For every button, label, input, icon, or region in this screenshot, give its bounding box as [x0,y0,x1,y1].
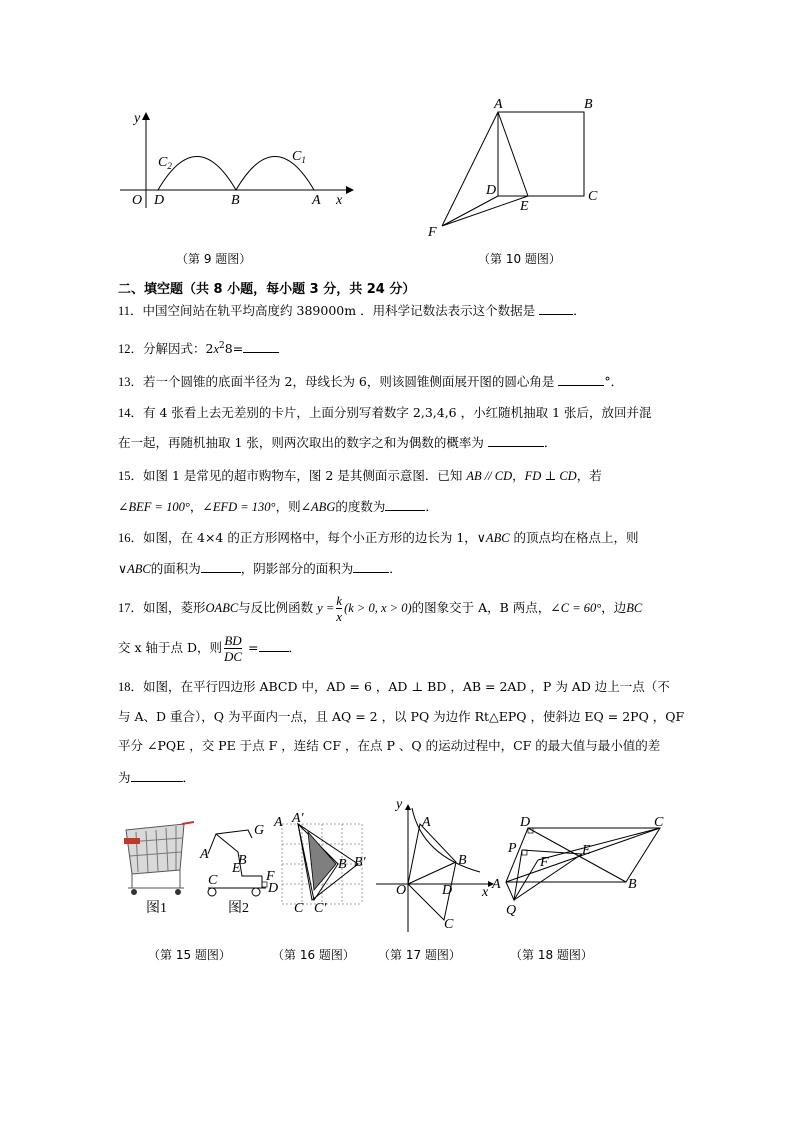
figure-15-caption: （第 15 题图） [148,948,231,962]
figure-16 [268,812,378,922]
question-18-line2: 与 A、D 重合），Q 为平面内一点，且 AQ = 2 ，以 PQ 为边作 Rt△EPQ ，使斜边 EQ = 2PQ ，QF [118,709,685,724]
question-14: 14．有 4 张看上去无差别的卡片，上面分别写着数字 2,3,4,6 ，小红随机抽取 1 张后，放回并混 [118,405,652,420]
section-title: 二、填空题（共 8 小题，每小题 3 分，共 24 分） [118,282,416,297]
fraction-bd-over-dc: $\frac{BD}{DC}$ [224,633,243,664]
answer-blank[interactable] [385,498,425,511]
y-axis-label: y [134,111,141,126]
figure-10-caption: （第 10 题图） [478,252,561,266]
point-a-label: A [312,193,321,208]
question-12: 12．分解因式：$2x^28=$ [118,337,678,358]
figure-18-caption: （第 18 题图） [510,948,593,962]
point-e-label: E [582,843,591,858]
point-c-label: C [654,815,664,830]
origin-label: O [132,193,143,208]
point-f-label: F [266,869,275,884]
question-13: 13．若一个圆锥的底面半径为 2，母线长为 6，则该圆锥侧面展开图的圆心角是 °． [118,374,624,389]
point-d-label: D [520,815,531,830]
point-a-label: A [200,847,209,862]
answer-blank[interactable] [353,560,389,573]
point-c-label: C [444,917,454,932]
question-14-line2: 在一起，再随机抽取 1 张，则两次取出的数字之和为偶数的概率为 ． [118,435,557,450]
point-e-label: E [520,199,529,214]
point-c-label: C [208,873,218,888]
figure-17-caption: （第 17 题图） [378,948,461,962]
point-b-label: B [458,853,467,868]
figure-10-diagram [420,96,620,246]
fraction-k-over-x: $\frac{k}{x}$ [336,593,343,624]
point-d-label: D [442,883,453,898]
point-p-label: P [508,841,517,856]
figure-2-label: 图2 [228,901,249,916]
figure-15-diagram [116,812,282,922]
question-16: 16．如图，在 4×4 的正方形网格中，每个小正方形的边长为 1，∨ABC 的顶点均在格点上，则 [118,530,639,545]
point-f-label: F [540,855,549,870]
cart-side-schematic [199,823,278,896]
question-15: 15．如图 1 是常见的超市购物车，图 2 是其侧面示意图．已知 AB // CD，FD ⊥ CD，若 [118,468,602,483]
point-b-label: B [231,193,240,208]
shopping-cart-image [124,822,194,895]
question-18: 18．如图，在平行四边形 ABCD 中，AD = 6 ，AD ⊥ BD ，AB = 2AD ，P 为 AD 边上一点（不 [118,679,670,694]
figure-17 [370,797,500,936]
figure-16-diagram [268,812,378,922]
answer-blank[interactable] [558,373,604,386]
point-d-label: D [154,193,165,208]
question-18-line3: 平分 ∠PQE ，交 PE 于点 F ，连结 CF ，在点 P 、Q 的运动过程中，CF 的最大值与最小值的差 [118,738,661,753]
y-axis-label: y [396,797,403,812]
point-b-label: B [628,877,637,892]
point-b-prime-label: B′ [354,855,366,870]
point-c-label: C [588,189,598,204]
point-e-label: E [232,861,241,876]
figure-18 [486,810,676,922]
answer-blank[interactable] [131,769,183,782]
point-g-label: G [254,823,265,838]
point-a-label: A [274,815,283,830]
point-d-label: D [268,881,279,896]
question-17-line2: 交 x 轴于点 D，则 $\frac{BD}{DC}$ = ． [118,633,302,664]
question-16-line2: ∨ABC的面积为 ，阴影部分的面积为 ． [118,561,402,576]
figure-17-diagram [370,797,500,936]
answer-blank[interactable] [488,434,544,447]
question-17: 17．如图，菱形OABC与反比例函数 y = $\frac{k}{x}$ (k > 0, x > 0)的图象交于 A，B 两点，∠C = 60°，边BC [118,593,643,624]
point-d-label: D [486,183,497,198]
point-c-label: C [294,901,304,916]
curve-c1-label: $C_1$ [292,149,306,165]
figure-1-label: 图1 [146,901,167,916]
point-a-label: A [494,97,503,112]
point-c-prime-label: C′ [314,901,327,916]
origin-label: O [396,883,407,898]
curve-c2-label: $C_2$ [158,155,172,171]
point-a-prime-label: A′ [292,811,304,826]
x-axis-label: x [482,885,489,900]
figure-10 [420,96,620,246]
question-11: 11．中国空间站在轨平均高度约 389000m ．用科学记数法表示这个数据是 ． [118,303,586,318]
answer-blank[interactable] [539,302,573,315]
point-f-label: F [428,225,437,240]
answer-blank[interactable] [243,340,279,353]
point-a-label: A [492,877,501,892]
question-15-line2: ∠BEF = 100°，∠EFD = 130°，则∠ABG的度数为 ． [118,499,438,514]
figure-9-caption: （第 9 题图） [176,252,252,266]
point-a-label: A [422,815,431,830]
figure-16-caption: （第 16 题图） [272,948,355,962]
answer-blank[interactable] [201,560,241,573]
point-b-label: B [338,857,347,872]
figure-9-diagram [110,108,360,268]
point-b-label: B [238,853,247,868]
point-q-label: Q [506,903,517,918]
answer-blank[interactable] [259,639,289,652]
figure-18-diagram [486,810,676,922]
question-18-line4: 为 ． [118,770,196,785]
point-b-label: B [584,97,593,112]
figure-9 [110,108,360,268]
figure-15 [116,812,282,922]
x-axis-label: x [336,193,343,208]
